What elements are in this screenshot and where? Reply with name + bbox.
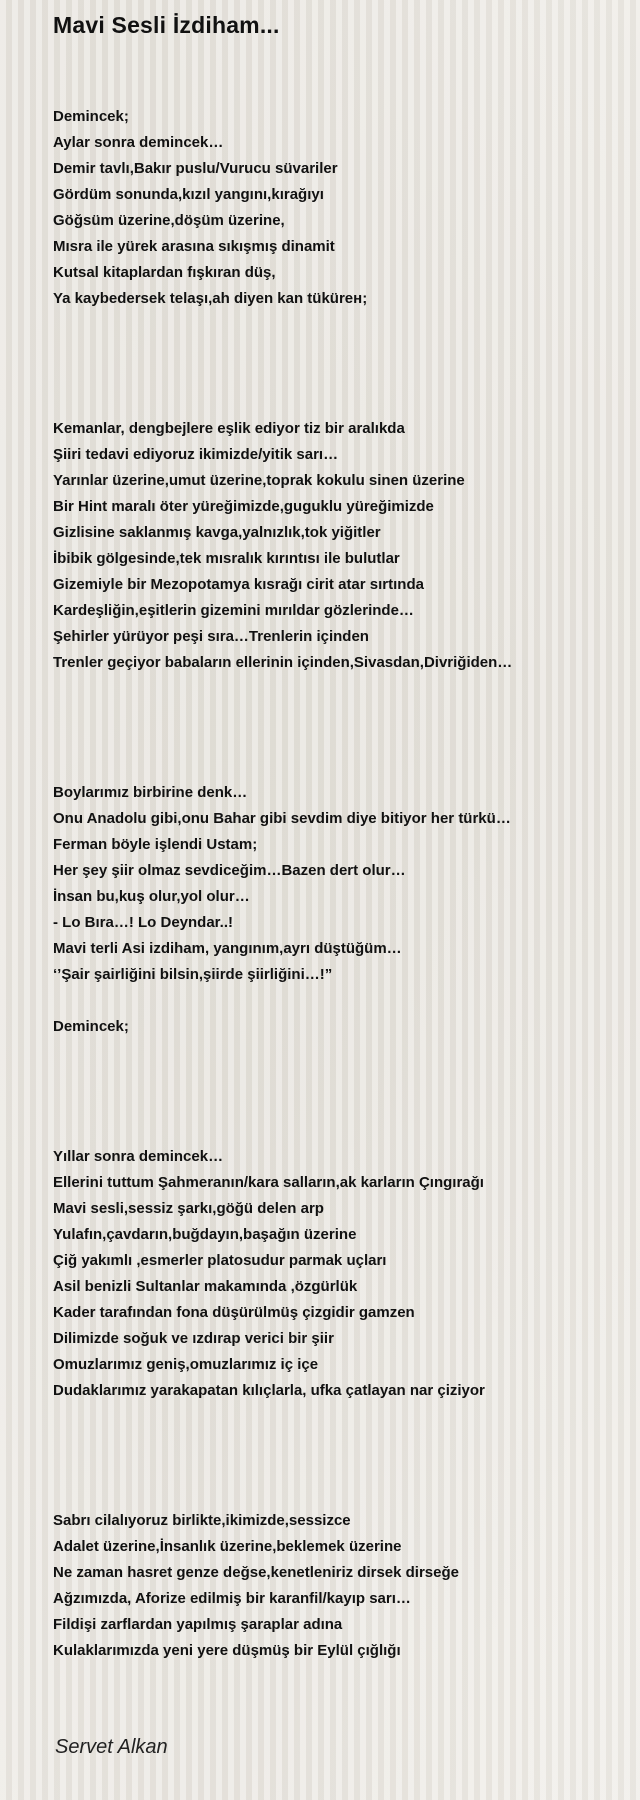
- poem-line: Yıllar sonra demincek…: [53, 1148, 224, 1165]
- poem-line: Çiğ yakımlı ,esmerler platosudur parmak uçları: [53, 1252, 387, 1269]
- poem-author: Servet Alkan: [55, 1736, 168, 1758]
- poem-line: Şehirler yürüyor peşi sıra…Trenlerin içinden: [53, 628, 369, 645]
- poem-line: Kemanlar, dengbejlere eşlik ediyor tiz bir aralıkda: [53, 420, 405, 437]
- poem-line: Ağzımızda, Aforize edilmiş bir karanfil/kayıp sarı…: [53, 1590, 411, 1607]
- poem-line: Dudaklarımız yarakapatan kılıçlarla, ufka çatlayan nar çiziyor: [53, 1382, 485, 1399]
- stanza-gap: [53, 676, 633, 780]
- poem-line: Demir tavlı,Bakır puslu/Vurucu süvariler: [53, 160, 338, 177]
- poem-line: Kulaklarımızda yeni yere düşmüş bir Eylül çığlığı: [53, 1642, 401, 1659]
- poem-line: Yulafın,çavdarın,buğdayın,başağın üzerine: [53, 1226, 357, 1243]
- poem-line: Şiiri tedavi ediyoruz ikimizde/yitik sarı…: [53, 446, 339, 463]
- poem-line: Sabrı cilalıyoruz birlikte,ikimizde,sessizce: [53, 1512, 351, 1529]
- stanza: [53, 780, 633, 988]
- poem-line: - Lo Bıra…! Lo Deyndar..!: [53, 914, 234, 931]
- poem-line: Asil benizli Sultanlar makamında ,özgürlük: [53, 1278, 358, 1295]
- poem-line: İbibik gölgesinde,tek mısralık kırıntısı ile bulutlar: [53, 550, 400, 567]
- poem-line: Demincek;: [53, 108, 129, 125]
- poem-line: Kutsal kitaplardan fışkıran düş,: [53, 264, 276, 281]
- poem-line: Adalet üzerine,İnsanlık üzerine,beklemek üzerine: [53, 1538, 402, 1555]
- poem-title: Mavi Sesli İzdiham...: [53, 12, 280, 38]
- stanza-gap: [53, 1040, 633, 1144]
- stanza: [53, 416, 633, 676]
- poem-line: ‘’Şair şairliğini bilsin,şiirde şiirliğini…!”: [53, 966, 333, 983]
- poem-line: Yarınlar üzerine,umut üzerine,toprak kokulu sinen üzerine: [53, 472, 465, 489]
- poem-line: Onu Anadolu gibi,onu Bahar gibi sevdim diye bitiyor her türkü…: [53, 810, 511, 827]
- poem-line: Ferman böyle işlendi Ustam;: [53, 836, 258, 853]
- poem-line: Fildişi zarflardan yapılmış şaraplar adına: [53, 1616, 343, 1633]
- poem-line: Mısra ile yürek arasına sıkışmış dinamit: [53, 238, 335, 255]
- poem-line: Dilimizde soğuk ve ızdırap verici bir şiir: [53, 1330, 334, 1347]
- poem-line: Her şey şiir olmaz sevdiceğim…Bazen dert olur…: [53, 862, 406, 879]
- poem-line: Gizemiyle bir Mezopotamya kısrağı cirit atar sırtında: [53, 576, 424, 593]
- poem-line: Gördüm sonunda,kızıl yangını,kırağıyı: [53, 186, 324, 203]
- stanza: [53, 104, 633, 312]
- poem-line: Demincek;: [53, 1018, 129, 1035]
- poem-line: Ne zaman hasret genze değse,kenetleniriz dirsek dirseğe: [53, 1564, 459, 1581]
- poem-line: Bir Hint maralı öter yüreğimizde,guguklu yüreğimizde: [53, 498, 434, 515]
- stanza-gap: [53, 1404, 633, 1508]
- stanza: [53, 1144, 633, 1404]
- poem-line: Aylar sonra demincek…: [53, 134, 224, 151]
- poem-line: İnsan bu,kuş olur,yol olur…: [53, 888, 250, 905]
- poem-line: Trenler geçiyor babaların ellerinin içinden,Sivasdan,Divriğiden…: [53, 654, 513, 671]
- poem-line: Gizlisine saklanmış kavga,yalnızlık,tok yiğitler: [53, 524, 381, 541]
- stanza-gap: [53, 988, 633, 1014]
- poem-line: Boylarımız birbirine denk…: [53, 784, 248, 801]
- poem-line: Kader tarafından fona düşürülmüş çizgidir gamzen: [53, 1304, 415, 1321]
- stanza: [53, 1508, 633, 1664]
- poem-line: Omuzlarımız geniş,omuzlarımız iç içe: [53, 1356, 319, 1373]
- poem-line: Mavi sesli,sessiz şarkı,göğü delen arp: [53, 1200, 324, 1217]
- poem-line: Mavi terli Asi izdiham, yangınım,ayrı düştüğüm…: [53, 940, 402, 957]
- poem-line: Göğsüm üzerine,döşüm üzerine,: [53, 212, 285, 229]
- stanza-gap: [53, 312, 633, 416]
- poem-line: Kardeşliğin,eşitlerin gizemini mırıldar gözlerinde…: [53, 602, 414, 619]
- poem-line: Ellerini tuttum Şahmeranın/kara salların,ak karların Çıngırağı: [53, 1174, 484, 1191]
- stanza: [53, 1014, 633, 1040]
- poem-body: [53, 104, 633, 1664]
- poem-line: Ya kaybedersek telaşı,ah diyen kan tükürен;: [53, 290, 368, 307]
